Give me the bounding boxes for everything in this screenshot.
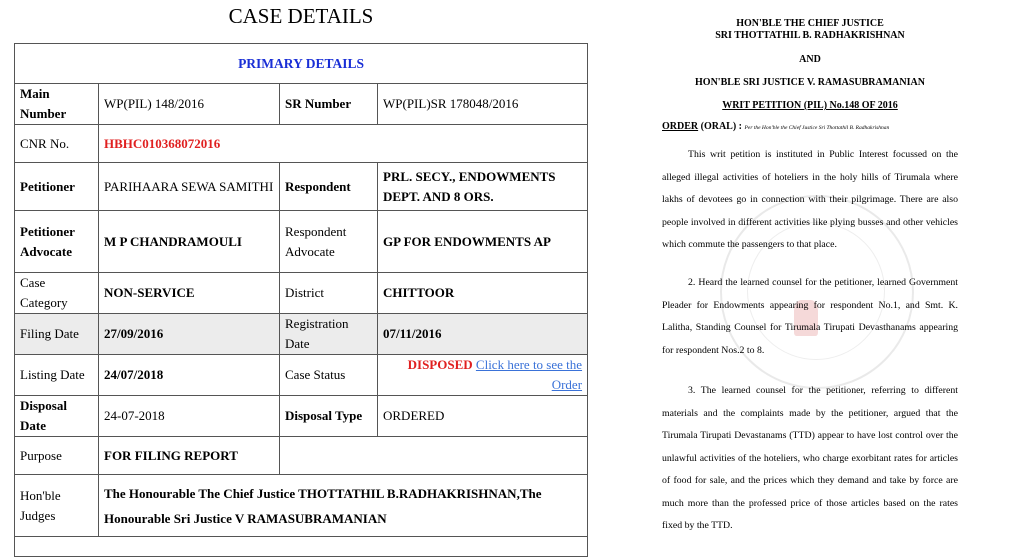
table-row	[15, 396, 588, 437]
cnr-value: HBHC010368072016	[99, 125, 588, 163]
case-status-value: DISPOSED	[407, 357, 473, 372]
disposal-type-label: Disposal Type	[280, 396, 378, 437]
respondent-label: Respondent	[280, 163, 378, 211]
judge-line-3: HON'BLE SRI JUSTICE V. RAMASUBRAMANIAN	[695, 77, 925, 88]
view-order-link[interactable]: Click here to see the Order	[475, 357, 583, 392]
table-row	[15, 163, 588, 211]
per-note: Per the Hon'ble the Chief Justice Sri Thottathil B. Radhakrishnan	[744, 125, 890, 131]
judge-line-2: SRI THOTTATHIL B. RADHAKRISHNAN	[715, 30, 905, 41]
disposal-type-value: ORDERED	[378, 396, 588, 437]
case-category-label: Case Category	[15, 273, 99, 314]
writ-petition-title: WRIT PETITION (PIL) No.148 OF 2016	[722, 100, 898, 111]
respondent-value: PRL. SECY., ENDOWMENTS DEPT. AND 8 ORS.	[378, 163, 588, 211]
table-row	[15, 44, 588, 84]
disposal-date-value: 24-07-2018	[99, 396, 280, 437]
sr-number-value: WP(PIL)SR 178048/2016	[378, 84, 588, 125]
case-category-value: NON-SERVICE	[99, 273, 280, 314]
district-value: CHITTOOR	[378, 273, 588, 314]
table-row	[15, 314, 588, 355]
paragraph-1: This writ petition is instituted in Public Interest focussed on the alleged illegal activities of hoteliers in the holy hills of Tirumala where lakhs of devotees go in connection with their pilgrimage. There are also people involved in different activities like plying busses and other vehicles which commute the passengers to that place.	[662, 149, 958, 250]
main-number-value: WP(PIL) 148/2016	[99, 84, 280, 125]
purpose-value: FOR FILING REPORT	[99, 437, 280, 475]
petitioner-value: PARIHAARA SEWA SAMITHI	[99, 163, 280, 211]
sr-number-label: SR Number	[280, 84, 378, 125]
registration-date-value: 07/11/2016	[378, 314, 588, 355]
page-title: CASE DETAILS	[228, 4, 374, 28]
cnr-label: CNR No.	[15, 125, 99, 163]
petitioner-advocate-label: Petitioner Advocate	[15, 211, 99, 273]
listing-date-value: 24/07/2018	[99, 355, 280, 396]
petitioner-advocate-value: M P CHANDRAMOULI	[99, 211, 280, 273]
main-number-label: Main Number	[15, 84, 99, 125]
table-row	[15, 273, 588, 314]
order-word: ORDER	[662, 121, 699, 132]
table-row	[15, 84, 588, 125]
registration-date-label: Registration Date	[280, 314, 378, 355]
table-row	[15, 211, 588, 273]
petitioner-label: Petitioner	[15, 163, 99, 211]
respondent-advocate-label: Respondent Advocate	[280, 211, 378, 273]
case-status-cell	[378, 355, 588, 396]
order-heading	[662, 121, 889, 132]
filing-date-value: 27/09/2016	[99, 314, 280, 355]
empty-row	[15, 537, 588, 557]
case-details-table	[14, 43, 588, 557]
oral-word: (ORAL) :	[700, 121, 743, 132]
purpose-label: Purpose	[15, 437, 99, 475]
district-label: District	[280, 273, 378, 314]
empty-cell	[280, 437, 588, 475]
listing-date-label: Listing Date	[15, 355, 99, 396]
table-row	[15, 437, 588, 475]
respondent-advocate-value: GP FOR ENDOWMENTS AP	[378, 211, 588, 273]
judges-value: The Honourable The Chief Justice THOTTATHIL B.RADHAKRISHNAN,The Honourable Sri Justice V RAMASUBRAMANIAN	[99, 475, 588, 537]
order-document	[650, 0, 1024, 545]
disposal-date-label: Disposal Date	[15, 396, 99, 437]
table-row	[15, 475, 588, 537]
and-line: AND	[799, 54, 821, 65]
paragraph-3: 3. The learned counsel for the petitioner, referring to different materials and the complaints made by the petitioner, argued that the Tirumala Tirupati Devastanams (TTD) appear to have lost control over the unlawful activities of the hoteliers, who charge exorbitant rates for articles of food for sale, and the prices which they demand and take by force are much more than the professed price of those articles based on the rates fixed by the TTD.	[662, 385, 958, 531]
filing-date-label: Filing Date	[15, 314, 99, 355]
judges-label: Hon'ble Judges	[15, 475, 99, 537]
judge-line-1: HON'BLE THE CHIEF JUSTICE	[736, 18, 884, 29]
table-row	[15, 537, 588, 557]
paragraph-2: 2. Heard the learned counsel for the petitioner, learned Government Pleader for Endowments appearing for respondent No.1, and Smt. K. Lalitha, Standing Counsel for Tirumala Tirupati Devasthanams appearing for respondent Nos.2 to 8.	[662, 277, 958, 356]
table-row	[15, 125, 588, 163]
primary-details-header: PRIMARY DETAILS	[15, 44, 588, 84]
table-row	[15, 355, 588, 396]
case-status-label: Case Status	[280, 355, 378, 396]
